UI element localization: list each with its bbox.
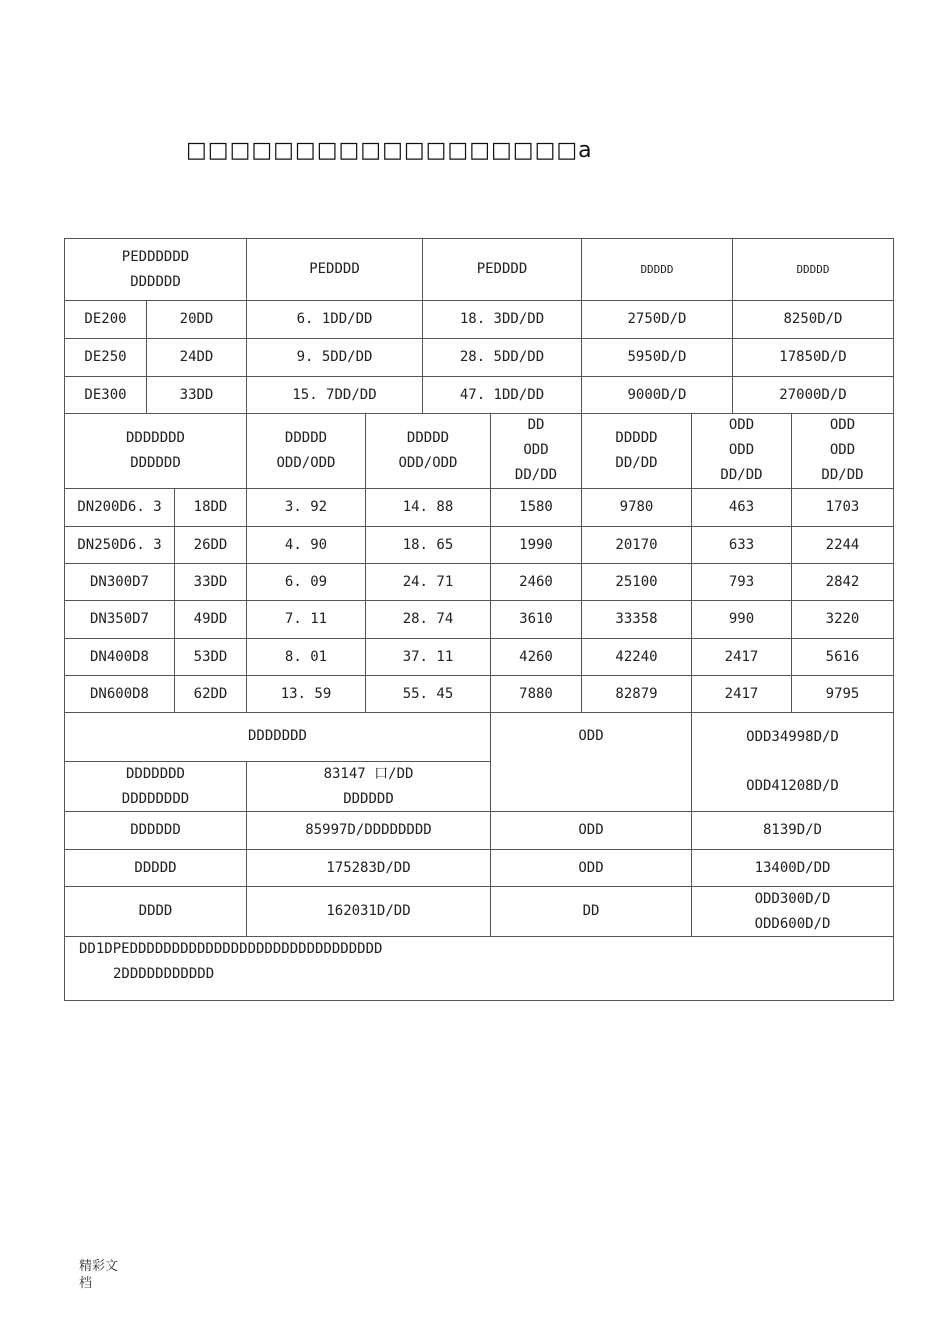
table-cell: 28. 74 [366, 601, 491, 639]
table-cell: 85997D/DDDDDDDD [247, 812, 491, 850]
header-cell [65, 413, 247, 489]
table-cell: 27000D/D [779, 386, 847, 403]
table-cell: 55. 45 [366, 676, 491, 713]
table-cell: 14. 88 [366, 489, 491, 527]
table-text: ODD [578, 728, 604, 744]
table-cell [491, 712, 692, 812]
pipe-spec-table [64, 413, 894, 713]
footer-text: 档 [79, 1276, 93, 1291]
header-text: DDDDD [284, 429, 328, 446]
table-cell: 463 [692, 489, 792, 527]
table-cell [692, 712, 893, 812]
header-cell [582, 413, 692, 489]
table-cell: 9000D/D [582, 377, 733, 413]
table-cell: 2750D/D [582, 301, 733, 339]
table-cell: 1703 [792, 489, 893, 527]
table-text: DDDDDDDD [121, 790, 190, 807]
table-cell: 5616 [792, 639, 893, 676]
table-cell: 1990 [491, 527, 582, 564]
header-text: DDDDDD [130, 273, 181, 290]
table-cell: 26DD [175, 527, 247, 564]
table-cell: 793 [692, 564, 792, 601]
table-text: 83147 口/DD [323, 765, 414, 782]
table-cell: DDDD [65, 887, 247, 937]
table-cell: 20170 [582, 527, 692, 564]
table-cell: 2417 [692, 639, 792, 676]
table-cell: 990 [692, 601, 792, 639]
table-cell: 13. 59 [247, 676, 366, 713]
table-text: DDDDDD [343, 790, 394, 807]
table-cell: 24. 71 [366, 564, 491, 601]
header-text: ODD [728, 417, 755, 433]
table-cell: 53DD [175, 639, 247, 676]
header-cell: PEDDDD [423, 239, 582, 301]
header-text: DDDDDD [130, 454, 181, 471]
table-cell: DN600D8 [65, 676, 175, 713]
table-cell: 37. 11 [366, 639, 491, 676]
table-cell: 18. 3DD/DD [423, 301, 582, 339]
table-cell: 8. 01 [247, 639, 366, 676]
table-cell: 175283D/DD [247, 850, 491, 887]
table-cell: 2842 [792, 564, 893, 601]
header-text: DDDDD [406, 429, 450, 446]
table-cell: 20DD [147, 301, 247, 339]
table-cell: 18. 65 [366, 527, 491, 564]
table-cell: 162031D/DD [247, 887, 491, 937]
table-cell: 13400D/DD [692, 850, 893, 887]
table-cell [65, 762, 247, 812]
table-cell: 6. 09 [247, 564, 366, 601]
table-cell: 7880 [491, 676, 582, 713]
table-cell [692, 887, 893, 937]
table-cell: 9795 [825, 686, 860, 702]
page-title: □□□□□□□□□□□□□□□□□□a [186, 138, 593, 163]
table-cell: 3. 92 [247, 489, 366, 527]
table-cell: 62DD [175, 676, 247, 713]
header-text: DD [527, 417, 545, 433]
table-cell: ODD [491, 812, 692, 850]
table-cell: 8250D/D [733, 301, 893, 339]
table-cell: 4. 90 [247, 527, 366, 564]
table-cell: DN250D6. 3 [65, 527, 175, 564]
header-cell [491, 413, 582, 489]
header-text: PEDDDDDD [121, 248, 190, 265]
table-cell: 5950D/D [582, 339, 733, 377]
table-cell: 25100 [582, 564, 692, 601]
table-cell: 82879 [582, 676, 692, 713]
table-cell: 17850D/D [733, 339, 893, 377]
header-text: ODD [829, 417, 856, 433]
table-cell: 24DD [147, 339, 247, 377]
table-text: ODD600D/D [754, 915, 831, 932]
table-cell: 42240 [582, 639, 692, 676]
header-cell: PEDDDD [247, 239, 423, 301]
header-cell: DDDDD [582, 239, 733, 301]
header-text: ODD [829, 442, 856, 458]
footer-label [79, 1258, 118, 1292]
header-text: DD/DD [514, 467, 558, 483]
table-cell: 28. 5DD/DD [423, 339, 582, 377]
header-cell [792, 413, 893, 489]
table-cell: DE200 [65, 301, 147, 339]
table-cell: DN300D7 [65, 564, 175, 601]
table-cell: 33DD [147, 377, 247, 413]
header-text: DDDDDDD [125, 429, 185, 446]
table-cell: 49DD [175, 601, 247, 639]
header-text: ODD/ODD [276, 454, 336, 471]
table-text: ODD41208D/D [746, 777, 839, 794]
table-cell: 4260 [491, 639, 582, 676]
table-cell: DN400D8 [65, 639, 175, 676]
table-cell: 2460 [491, 564, 582, 601]
header-text: DD/DD [720, 467, 763, 483]
table-cell: 7. 11 [247, 601, 366, 639]
table-cell: 3610 [491, 601, 582, 639]
table-cell: DN350D7 [65, 601, 175, 639]
table-cell: 18DD [175, 489, 247, 527]
table-text: ODD300D/D [754, 890, 831, 907]
table-cell: 9. 5DD/DD [247, 339, 423, 377]
table-cell: DDDDDD [65, 812, 247, 850]
table-cell: 2244 [792, 527, 893, 564]
table-cell: 9780 [582, 489, 692, 527]
table-cell: 47. 1DD/DD [423, 377, 582, 413]
table-cell: DE300 [65, 377, 147, 413]
header-cell [692, 413, 792, 489]
header-cell [366, 413, 491, 489]
table-cell: 3220 [792, 601, 893, 639]
table-cell: 1580 [491, 489, 582, 527]
table-cell: 6. 1DD/DD [247, 301, 423, 339]
table-cell: 633 [692, 527, 792, 564]
header-cell: DDDDD [733, 239, 893, 301]
header-text: DD/DD [821, 467, 864, 483]
table-cell: DN200D6. 3 [65, 489, 175, 527]
header-cell [247, 413, 366, 489]
table-cell: DDDDDDD [65, 712, 491, 762]
table-cell [247, 762, 491, 812]
table-text: DDDDDDD [125, 765, 185, 782]
pipe-comparison-table [64, 238, 894, 414]
table-cell: 8139D/D [692, 812, 893, 850]
table-cell: ODD [491, 850, 692, 887]
summary-table [64, 712, 894, 1001]
header-text: ODD/ODD [398, 454, 458, 471]
table-text: ODD34998D/D [746, 728, 839, 745]
header-text: ODD [728, 442, 755, 458]
table-cell: DE250 [65, 339, 147, 377]
table-cell: DD [491, 887, 692, 937]
header-text: DD/DD [615, 454, 658, 471]
table-cell: 33358 [582, 601, 692, 639]
table-cell: 33DD [175, 564, 247, 601]
header-cell [65, 239, 247, 301]
note-text: DD1DPEDDDDDDDDDDDDDDDDDDDDDDDDDDDDDD [79, 941, 383, 957]
note-text: 2DDDDDDDDDDD [113, 966, 215, 982]
header-text: DDDDD [615, 429, 658, 446]
header-text: ODD [523, 442, 549, 458]
table-cell: DDDDD [65, 850, 247, 887]
note-cell [65, 937, 893, 999]
table-cell: 15. 7DD/DD [247, 377, 423, 413]
footer-text: 精彩文 [79, 1259, 119, 1274]
table-cell: 2417 [692, 676, 792, 713]
